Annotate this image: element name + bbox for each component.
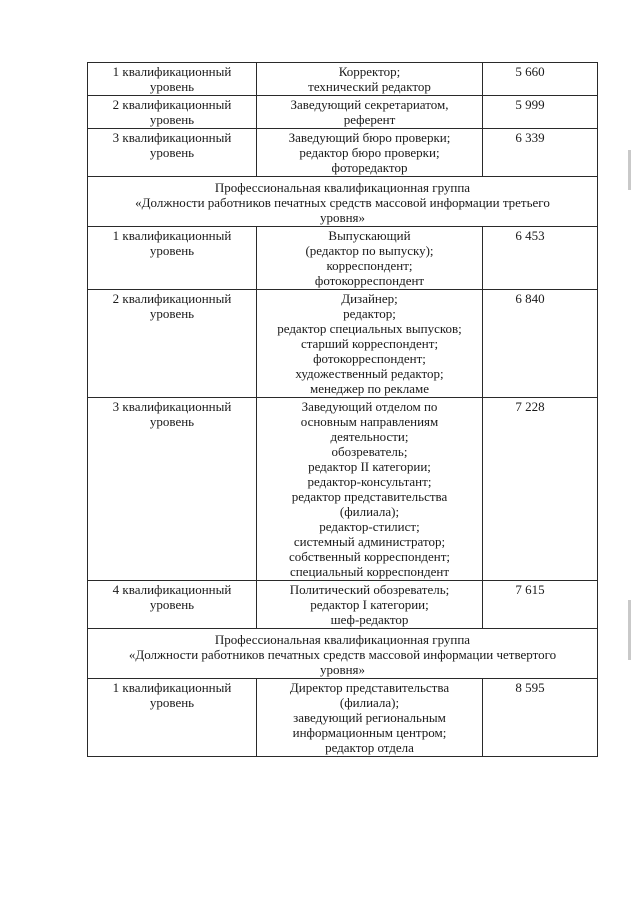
positions-cell [257,129,483,177]
position-title: Дизайнер; [341,291,398,306]
table-row [88,129,598,177]
salary-cell [483,63,598,96]
table-row [88,290,598,398]
group-header-line: Профессиональная квалификационная группа [214,632,471,647]
group-header-cell [88,629,598,679]
position-title: Директор представительства [289,680,450,695]
qualification-level-text: 3 квалификационный [112,399,232,414]
table-row [88,96,598,129]
qualification-level-text: уровень [149,695,195,710]
position-title: основным направлениям [300,414,439,429]
position-title: (филиала); [339,695,400,710]
position-title: редактор; [343,306,396,321]
position-title: редактор-консультант; [307,474,432,489]
qualification-level-text: 4 квалификационный [112,582,232,597]
salary-cell [483,129,598,177]
table-row [88,63,598,96]
scan-edge-mark [628,150,631,190]
group-header-line: Профессиональная квалификационная группа [214,180,471,195]
salary-value: 5 999 [515,97,545,112]
position-title: редактор представительства [291,489,448,504]
position-title: технический редактор [308,79,431,94]
position-title: шеф-редактор [330,612,409,627]
position-title: Заведующий бюро проверки; [288,130,451,145]
positions-cell [257,290,483,398]
table-row [88,679,598,757]
position-title: редактор I категории; [310,597,429,612]
position-title: Выпускающий [328,228,411,243]
positions-cell [257,96,483,129]
qualification-level-text: уровень [149,306,195,321]
salary-cell [483,398,598,581]
group-header-line: «Должности работников печатных средств массовой информации четвертого [128,647,557,662]
salary-cell [483,96,598,129]
qualification-level-text: уровень [149,145,195,160]
position-title: (редактор по выпуску); [305,243,434,258]
position-title: фоторедактор [331,160,408,175]
position-title: фотокорреспондент [314,273,425,288]
position-title: системный администратор; [293,534,446,549]
position-title: менеджер по рекламе [309,381,430,396]
positions-cell [257,581,483,629]
position-title: редактор II категории; [308,459,431,474]
salary-cell [483,679,598,757]
salary-value: 7 615 [515,582,545,597]
qualification-level-cell [88,227,257,290]
position-title: редактор специальных выпусков; [277,321,462,336]
position-title: художественный редактор; [295,366,444,381]
scan-edge-mark [628,600,631,660]
position-title: Заведующий секретариатом, [290,97,449,112]
position-title: Заведующий отделом по [301,399,438,414]
qualification-level-cell [88,96,257,129]
position-title: референт [343,112,396,127]
position-title: Политический обозреватель; [289,582,450,597]
position-title: корреспондент; [326,258,413,273]
qualification-level-text: 2 квалификационный [112,291,232,306]
positions-cell [257,679,483,757]
salary-value: 6 453 [515,228,545,243]
qualification-level-text: уровень [149,112,195,127]
salary-cell [483,227,598,290]
qualification-level-text: 1 квалификационный [112,64,232,79]
position-title: собственный корреспондент; [288,549,451,564]
salary-cell [483,581,598,629]
qualification-level-cell [88,129,257,177]
qualification-level-text: 2 квалификационный [112,97,232,112]
table-row [88,398,598,581]
group-header-cell [88,177,598,227]
position-title: фотокорреспондент; [313,351,426,366]
qualification-level-text: 3 квалификационный [112,130,232,145]
salary-cell [483,290,598,398]
salary-value: 6 840 [515,291,545,306]
table-row [88,227,598,290]
position-title: деятельности; [330,429,409,444]
qualification-level-cell [88,290,257,398]
salary-table [87,62,598,757]
qualification-level-text: 1 квалификационный [112,228,232,243]
salary-value: 8 595 [515,680,545,695]
group-header-row [88,629,598,679]
positions-cell [257,398,483,581]
position-title: старший корреспондент; [300,336,439,351]
positions-cell [257,63,483,96]
position-title: редактор-стилист; [319,519,420,534]
position-title: Корректор; [338,64,401,79]
group-header-line: уровня» [319,210,366,225]
qualification-level-text: уровень [149,243,195,258]
group-header-row [88,177,598,227]
qualification-level-text: уровень [149,414,195,429]
position-title: специальный корреспондент [289,564,450,579]
salary-value: 7 228 [515,399,545,414]
qualification-level-text: 1 квалификационный [112,680,232,695]
group-header-line: уровня» [319,662,366,677]
positions-cell [257,227,483,290]
group-header-line: «Должности работников печатных средств массовой информации третьего [135,195,550,210]
salary-value: 5 660 [515,64,545,79]
qualification-level-text: уровень [149,597,195,612]
table-row [88,581,598,629]
qualification-level-cell [88,63,257,96]
position-title: информационным центром; [292,725,447,740]
salary-value: 6 339 [515,130,545,145]
position-title: (филиала); [339,504,400,519]
position-title: заведующий региональным [293,710,446,725]
position-title: редактор бюро проверки; [299,145,440,160]
qualification-level-text: уровень [149,79,195,94]
qualification-level-cell [88,581,257,629]
qualification-level-cell [88,679,257,757]
position-title: обозреватель; [331,444,408,459]
salary-table-body [88,63,598,757]
qualification-level-cell [88,398,257,581]
position-title: редактор отдела [325,740,414,755]
